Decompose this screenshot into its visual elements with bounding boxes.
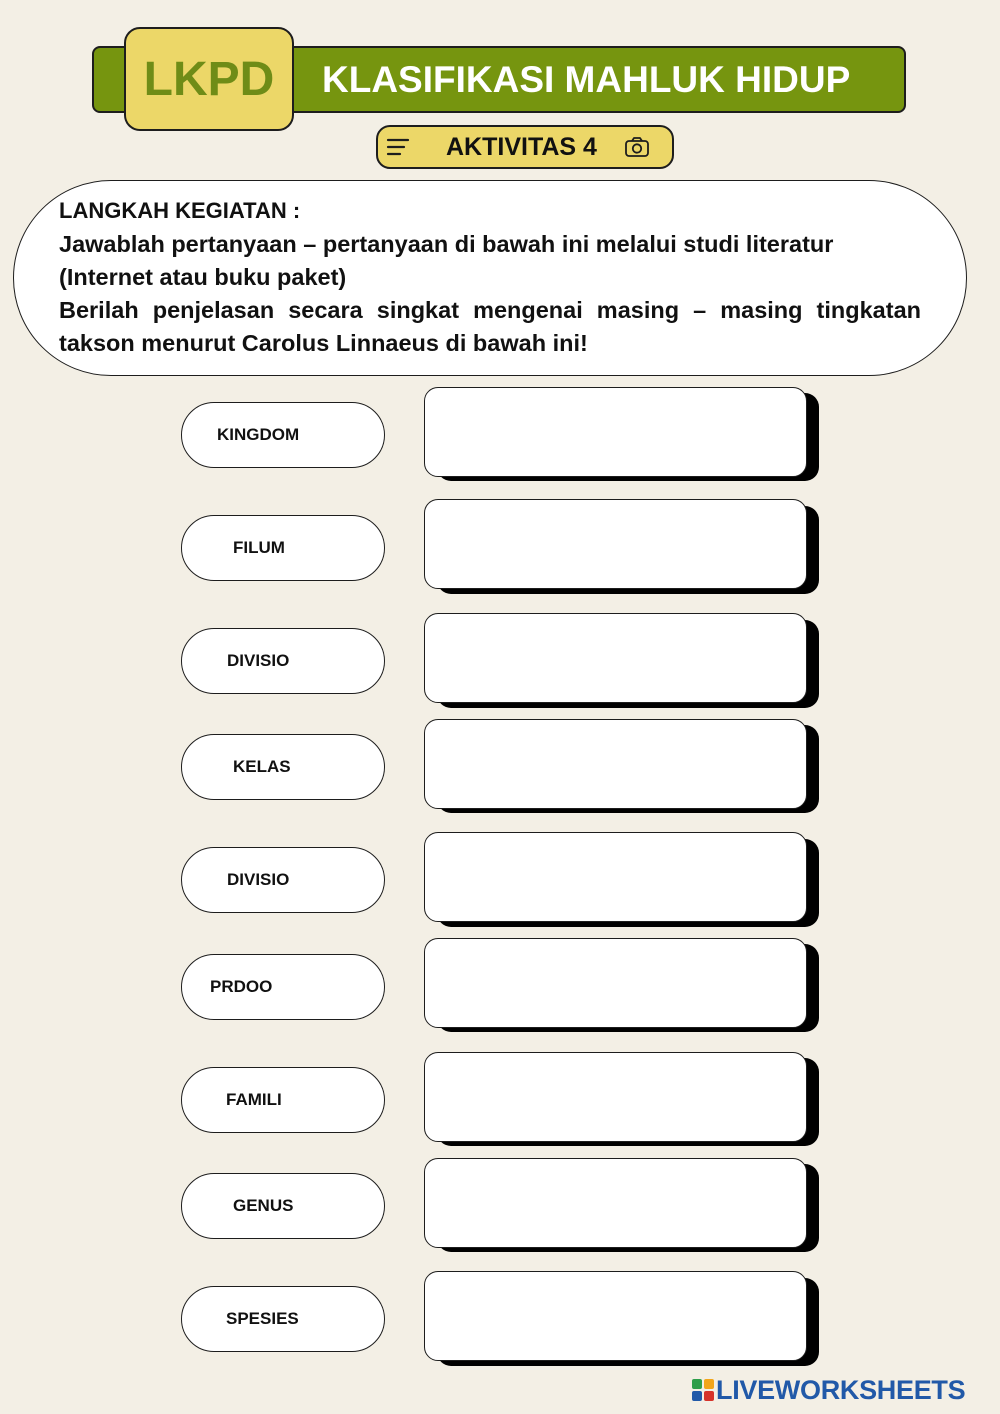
taxon-label — [181, 1286, 385, 1352]
taxon-label — [181, 1173, 385, 1239]
activity-pill — [376, 125, 674, 169]
menu-icon — [386, 136, 410, 158]
taxon-label-text: DIVISIO — [227, 651, 290, 670]
answer-box[interactable] — [424, 499, 807, 589]
taxon-label-text: KINGDOM — [217, 425, 300, 444]
answer-box[interactable] — [424, 387, 807, 477]
taxon-label-text: PRDOO — [210, 977, 273, 996]
taxon-label — [181, 954, 385, 1020]
taxon-label — [181, 847, 385, 913]
camera-icon — [624, 136, 650, 158]
answer-box[interactable] — [424, 613, 807, 703]
taxon-label — [181, 515, 385, 581]
activity-label: AKTIVITAS 4 — [446, 133, 597, 161]
page-title: KLASIFIKASI MAHLUK HIDUP — [322, 59, 851, 100]
lkpd-badge-label: LKPD — [143, 52, 275, 106]
lkpd-badge — [124, 27, 294, 131]
taxon-label-text: KELAS — [233, 757, 291, 776]
taxon-label-text: SPESIES — [226, 1309, 299, 1328]
liveworksheets-wordmark: LIVEWORKSHEETS — [716, 1374, 966, 1405]
taxon-label — [181, 1067, 385, 1133]
taxon-label — [181, 734, 385, 800]
taxon-label-text: FILUM — [233, 538, 285, 557]
answer-box[interactable] — [424, 1271, 807, 1361]
answer-box[interactable] — [424, 938, 807, 1028]
taxon-label — [181, 402, 385, 468]
instructions-heading: LANGKAH KEGIATAN : — [59, 198, 301, 223]
taxon-label-text: FAMILI — [226, 1090, 282, 1109]
answer-box[interactable] — [424, 832, 807, 922]
instructions-line-2: Berilah penjelasan secara singkat mengenai masing – masing tingkatan takson menurut Carolus Linnaeus di bawah ini! — [59, 297, 921, 356]
liveworksheets-icon — [692, 1379, 714, 1401]
answer-box[interactable] — [424, 1158, 807, 1248]
liveworksheets-logo — [692, 1376, 965, 1404]
instructions-line-1: Jawablah pertanyaan – pertanyaan di bawah ini melalui studi literatur (Internet atau buku paket) — [59, 231, 834, 290]
taxon-label — [181, 628, 385, 694]
answer-box[interactable] — [424, 719, 807, 809]
taxon-label-text: DIVISIO — [227, 870, 290, 889]
answer-box[interactable] — [424, 1052, 807, 1142]
taxon-label-text: GENUS — [233, 1196, 294, 1215]
